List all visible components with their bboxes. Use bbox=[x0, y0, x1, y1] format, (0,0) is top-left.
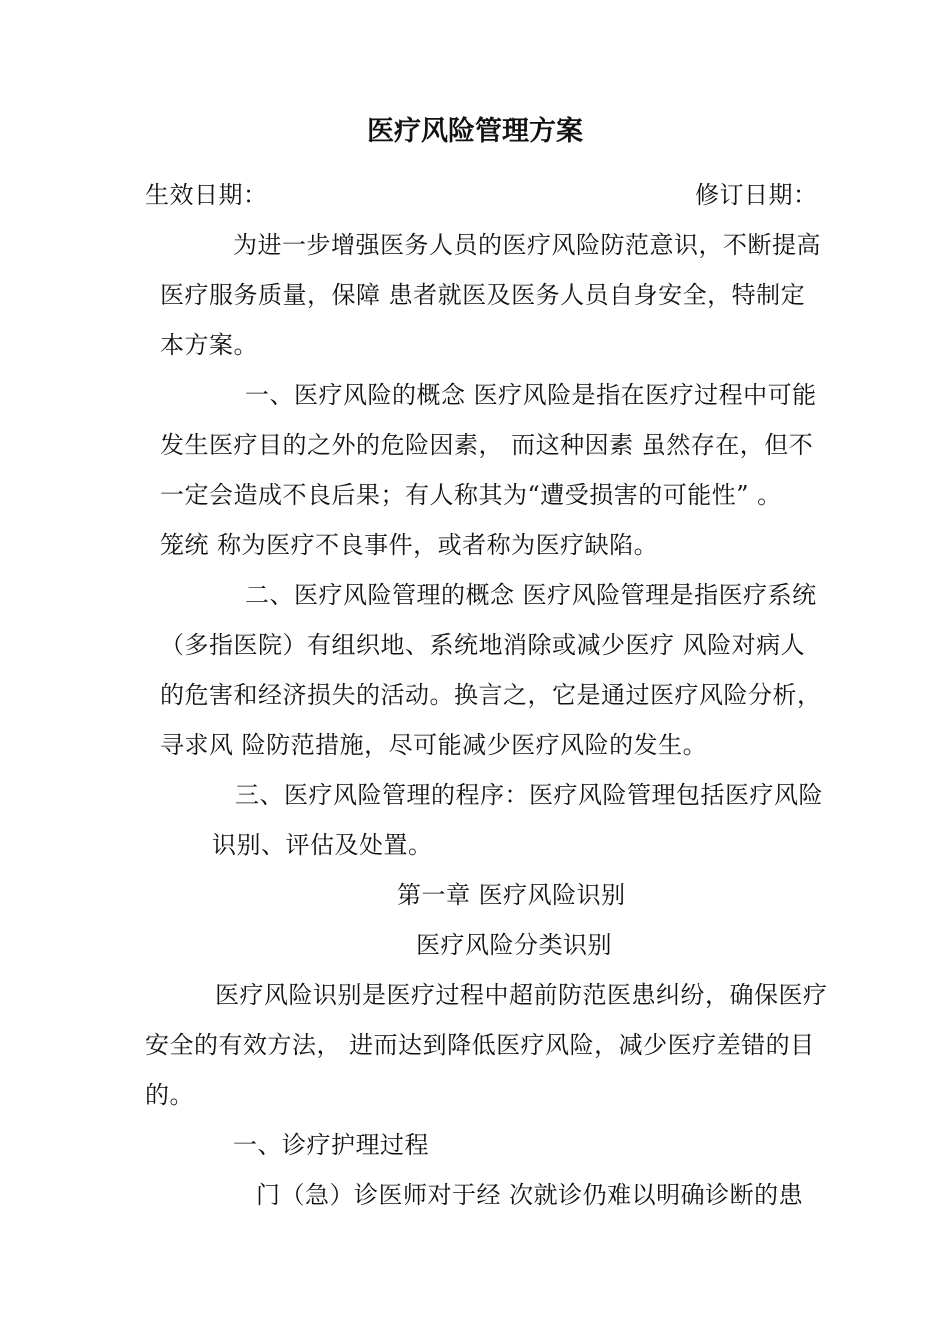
effective-date-label: 生效日期： bbox=[145, 181, 268, 209]
body-line: 识别、评估及处置。 bbox=[212, 831, 433, 859]
section-heading-line: 一、诊疗护理过程 bbox=[233, 1131, 429, 1159]
body-line: （多指医院）有组织地、系统地消除或减少医疗 风险对病人 bbox=[160, 631, 806, 659]
subsection-heading: 医疗风险分类识别 bbox=[416, 931, 612, 959]
section-heading-line: 二、医疗风险管理的概念 医疗风险管理是指医疗系统 bbox=[245, 581, 817, 609]
chapter-heading: 第一章 医疗风险识别 bbox=[397, 881, 626, 909]
body-line: 医疗服务质量，保障 患者就医及医务人员自身安全，特制定 bbox=[160, 281, 806, 309]
document-title: 医疗风险管理方案 bbox=[367, 116, 583, 147]
body-line: 笼统 称为医疗不良事件，或者称为医疗缺陷。 bbox=[160, 531, 659, 559]
body-line: 的危害和经济损失的活动。换言之，它是通过医疗风险分析， bbox=[160, 681, 822, 709]
revision-date-label: 修订日期： bbox=[695, 181, 818, 209]
body-line: 一定会造成不良后果；有人称其为“遭受损害的可能性” 。 bbox=[160, 481, 782, 509]
body-line: 发生医疗目的之外的危险因素， 而这种因素 虽然存在，但不 bbox=[160, 431, 814, 459]
section-heading-line: 一、医疗风险的概念 医疗风险是指在医疗过程中可能 bbox=[245, 381, 817, 409]
body-line: 寻求风 险防范措施，尽可能减少医疗风险的发生。 bbox=[160, 731, 708, 759]
body-line: 门（急）诊医师对于经 次就诊仍难以明确诊断的患 bbox=[256, 1181, 804, 1209]
body-line: 医疗风险识别是医疗过程中超前防范医患纠纷，确保医疗 bbox=[215, 981, 828, 1009]
body-line: 本方案。 bbox=[160, 331, 258, 359]
body-line: 安全的有效方法， 进而达到降低医疗风险，减少医疗差错的目 bbox=[145, 1031, 815, 1059]
body-line: 的。 bbox=[145, 1081, 194, 1109]
section-heading-line: 三、医疗风险管理的程序：医疗风险管理包括医疗风险 bbox=[235, 781, 823, 809]
body-line: 为进一步增强医务人员的医疗风险防范意识，不断提高 bbox=[233, 231, 821, 259]
